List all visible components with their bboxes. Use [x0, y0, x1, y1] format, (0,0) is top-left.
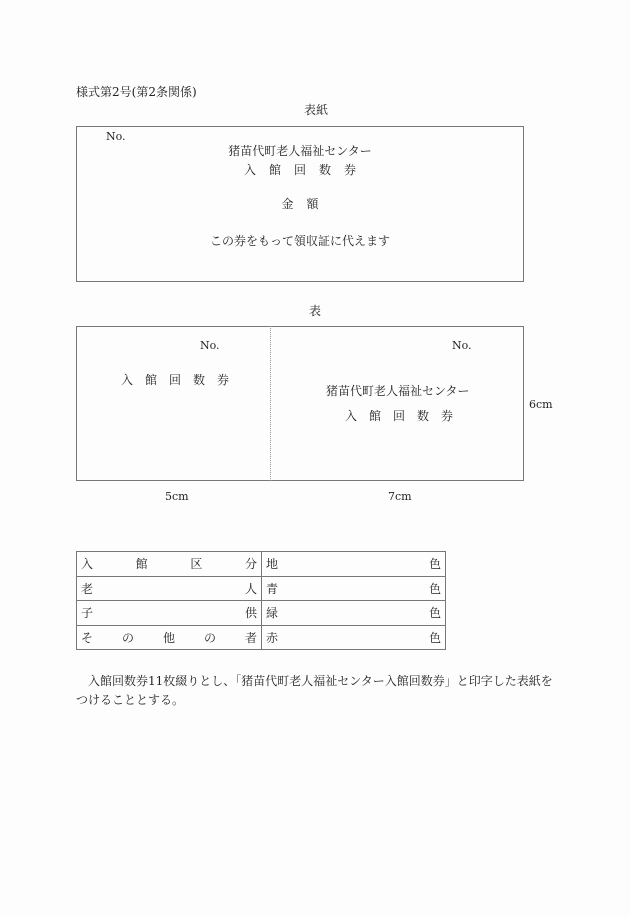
dimension-ticket-width: 7cm	[388, 490, 412, 503]
front-heading: 表	[309, 304, 322, 318]
table-row	[77, 576, 446, 601]
dimension-stub-width: 5cm	[165, 490, 189, 503]
category-cell: 老 人	[77, 576, 262, 601]
category-header-cell: 入 館 区 分	[77, 552, 262, 577]
ticket-center-name: 猪苗代町老人福祉センター	[326, 384, 470, 398]
color-table	[76, 551, 446, 650]
table-row	[77, 625, 446, 650]
cover-heading: 表紙	[304, 103, 329, 117]
table-row	[77, 601, 446, 626]
color-header-cell: 地 色	[262, 552, 446, 577]
ticket-ticket-title: 入館回数券	[345, 409, 466, 423]
color-cell: 青 色	[262, 576, 446, 601]
form-title: 様式第2号(第2条関係)	[76, 85, 197, 99]
cover-no-label: No.	[106, 130, 126, 143]
footer-note-line2: つけることとする。	[76, 693, 185, 707]
table-header-row	[77, 552, 446, 577]
category-cell: そ の 他 の 者	[77, 625, 262, 650]
cover-amount-label: 金額	[281, 197, 332, 211]
cover-receipt-note: この券をもって領収証に代えます	[209, 234, 390, 248]
stub-no-label: No.	[200, 339, 220, 352]
stub-ticket-title: 入館回数券	[121, 373, 242, 387]
cover-ticket-title: 入館回数券	[243, 163, 369, 177]
cover-center-name: 猪苗代町老人福祉センター	[228, 144, 372, 158]
footer-note-line1: 入館回数券11枚綴りとし、「猪苗代町老人福祉センター入館回数券」と印字した表紙を	[88, 674, 553, 688]
cover-box	[76, 126, 524, 282]
perforation-line	[270, 326, 271, 481]
category-cell: 子 供	[77, 601, 262, 626]
dimension-height: 6cm	[529, 398, 553, 411]
ticket-no-label: No.	[452, 339, 472, 352]
color-cell: 緑 色	[262, 601, 446, 626]
color-cell: 赤 色	[262, 625, 446, 650]
